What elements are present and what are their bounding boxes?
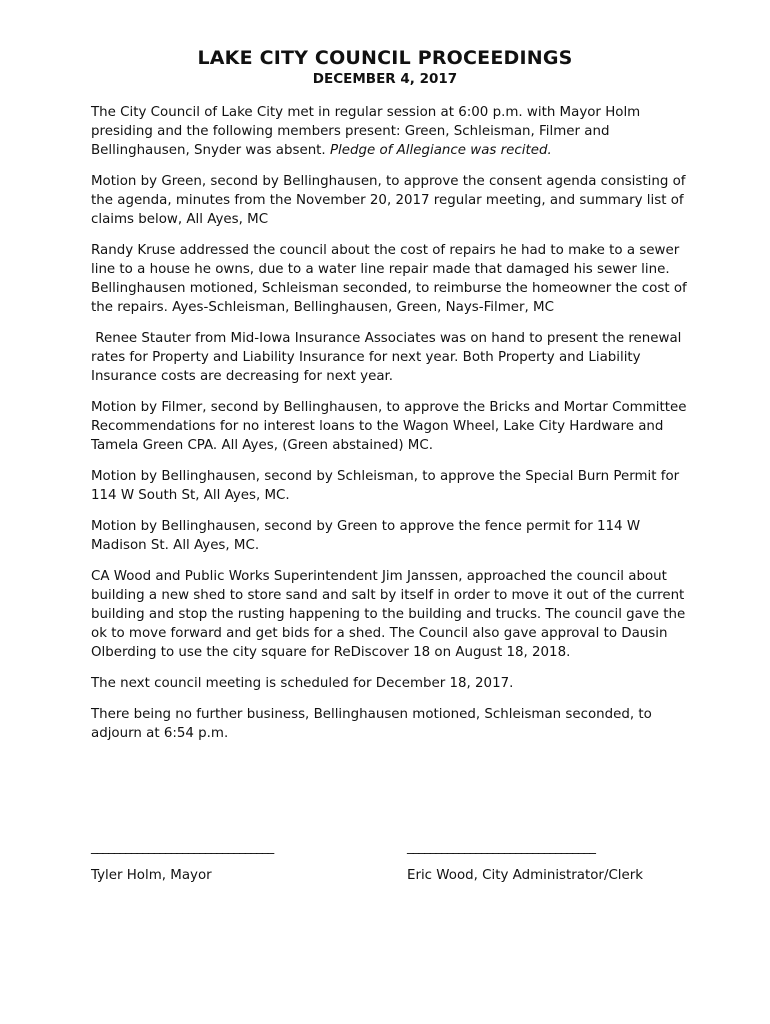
mayor-signature-line: ________________________________	[91, 840, 274, 855]
paragraph-adjourn: There being no further business, Bellinghausen motioned, Schleisman seconded, to adjourn at 6:54 p.m.	[91, 707, 652, 741]
clerk-signature-line: _________________________________	[407, 840, 595, 855]
paragraph-shed: CA Wood and Public Works Superintendent Jim Janssen, approached the council about building a new shed to store sand and salt by itself in order to move it out of the current building and stop the rusting happening to the building and trucks. The council gave the ok to move forward and get bids for a shed. The Council also gave approval to Dausin Olberding to use the city square for ReDiscover 18 on August 18, 2018.	[91, 569, 686, 660]
minutes-body	[91, 103, 691, 755]
paragraph-opening-text: The City Council of Lake City met in regular session at 6:00 p.m. with Mayor Holm presiding and the following members present: Green, Schleisman, Filmer and Bellinghausen, Snyder was absent.	[91, 105, 641, 158]
paragraph-insurance: Renee Stauter from Mid-Iowa Insurance Associates was on hand to present the renewal rates for Property and Liability Insurance for next year. Both Property and Liability Insurance costs are decreasing for next year.	[91, 331, 686, 384]
paragraph-consent-agenda: Motion by Green, second by Bellinghausen, to approve the consent agenda consisting of the agenda, minutes from the November 20, 2017 regular meeting, and summary list of claims below, All Ayes, MC	[91, 174, 686, 227]
paragraph-burn-permit: Motion by Bellinghausen, second by Schleisman, to approve the Special Burn Permit for 114 W South St, All Ayes, MC.	[91, 469, 680, 503]
mayor-signature-name: Tyler Holm, Mayor	[91, 868, 212, 883]
meeting-date: DECEMBER 4, 2017	[312, 71, 458, 87]
paragraph-bricks-mortar: Motion by Filmer, second by Bellinghausen, to approve the Bricks and Mortar Committee Recommendations for no interest loans to the Wagon Wheel, Lake City Hardware and Tamela Green CPA. All Ayes, (Green abstained) MC.	[91, 400, 687, 453]
paragraph-next-meeting: The next council meeting is scheduled for December 18, 2017.	[91, 676, 514, 691]
pledge-note: Pledge of Allegiance was recited.	[329, 143, 552, 158]
clerk-signature-name: Eric Wood, City Administrator/Clerk	[407, 868, 644, 883]
paragraph-fence-permit: Motion by Bellinghausen, second by Green to approve the fence permit for 114 W Madison St. All Ayes, MC.	[91, 519, 641, 553]
paragraph-opening	[91, 103, 691, 160]
paragraph-sewer-repair: Randy Kruse addressed the council about the cost of repairs he had to make to a sewer line to a house he owns, due to a water line repair made that damaged his sewer line. Bellinghausen motioned, Schleisman seconded, to reimburse the homeowner the cost of the repairs. Ayes-Schleisman, Bellinghausen, Green, Nays-Filmer, MC	[91, 243, 687, 315]
document-title: LAKE CITY COUNCIL PROCEEDINGS	[197, 47, 573, 69]
